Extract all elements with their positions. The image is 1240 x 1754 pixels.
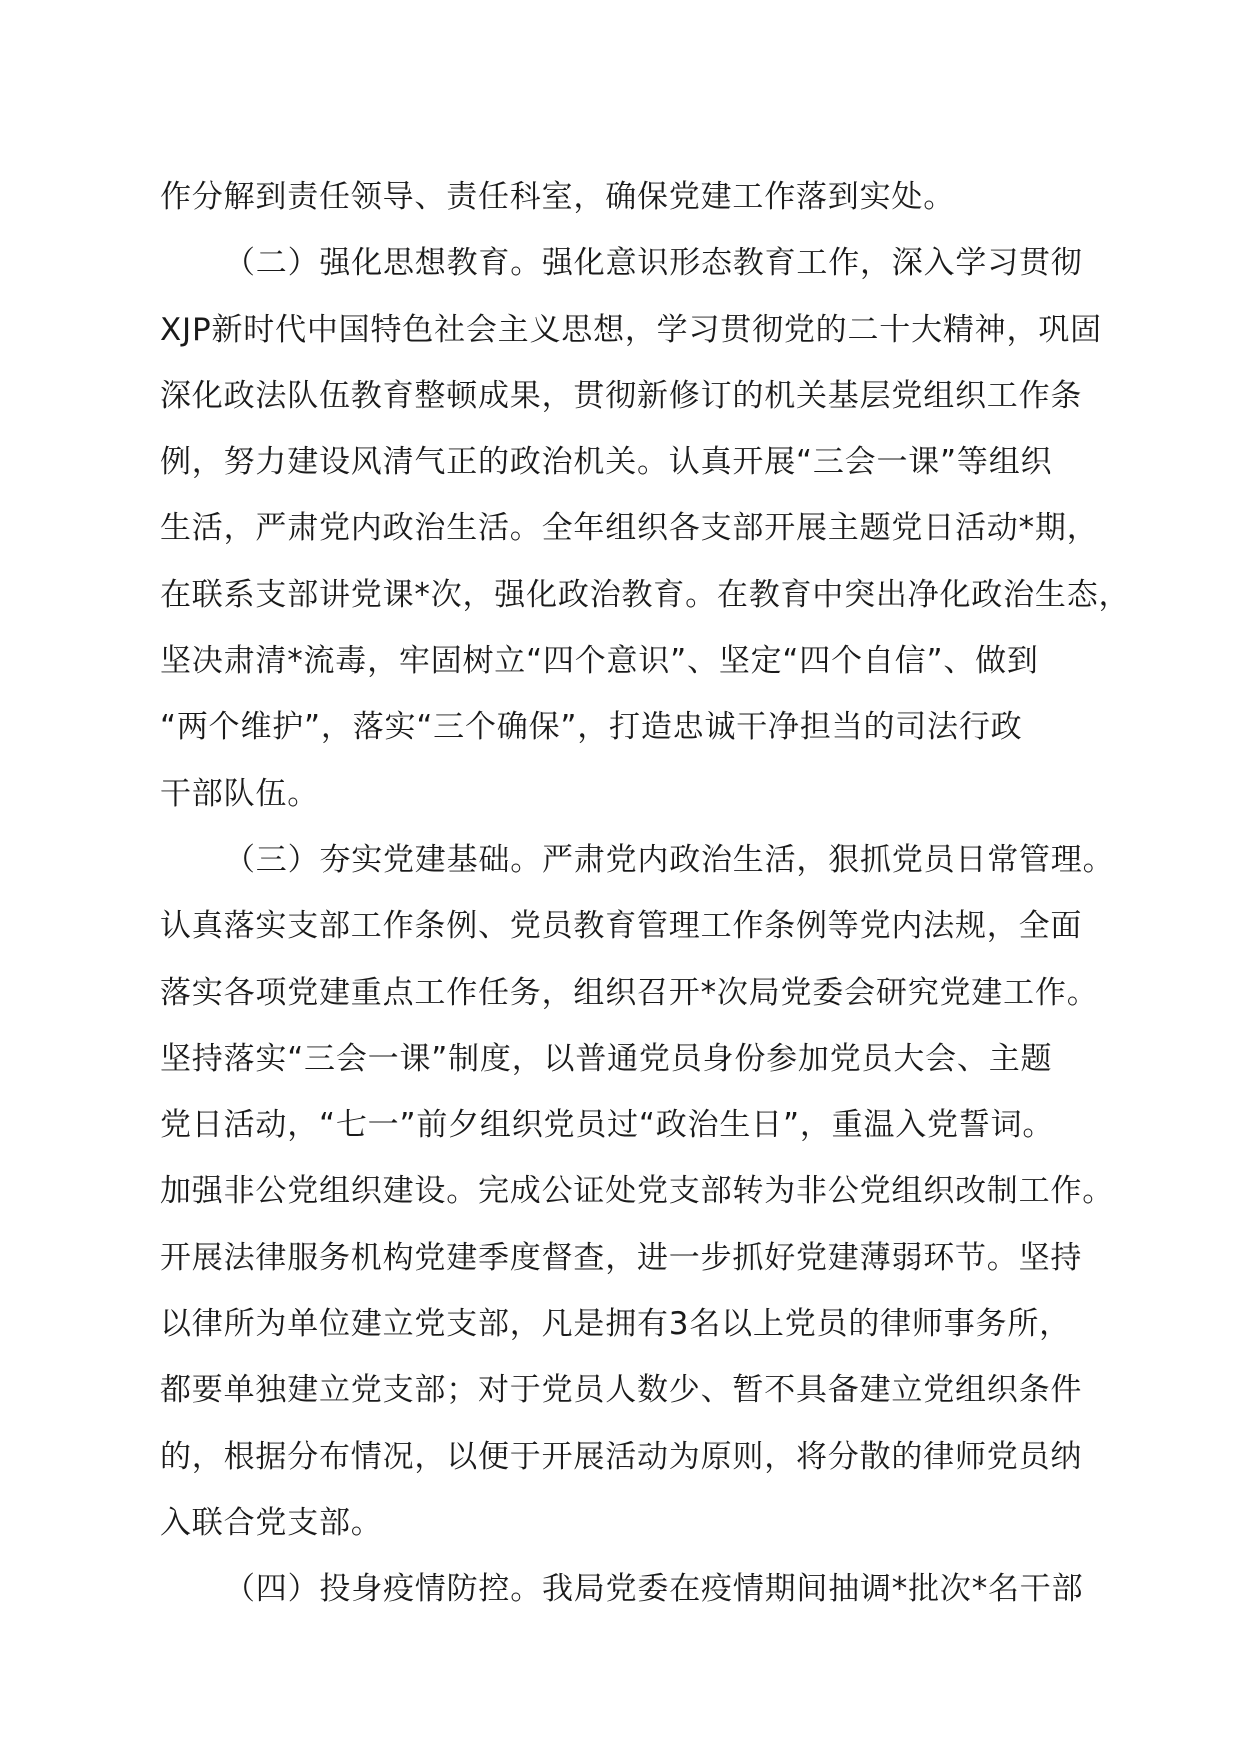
- text-line: 加强非公党组织建设。完成公证处党支部转为非公党组织改制工作。: [160, 1173, 1114, 1210]
- text-line: 开展法律服务机构党建季度督查，进一步抓好党建薄弱环节。坚持: [160, 1239, 1083, 1276]
- text-line: 都要单独建立党支部；对于党员人数少、暂不具备建立党组织条件: [160, 1372, 1083, 1409]
- text-line: 的，根据分布情况，以便于开展活动为原则，将分散的律师党员纳: [160, 1438, 1083, 1475]
- document-body: [160, 164, 1131, 1623]
- section-heading-line: （二）强化思想教育。强化意识形态教育工作，深入学习贯彻: [224, 245, 1083, 282]
- text-line: 坚决肃清*流毒，牢固树立“四个意识”、坚定“四个自信”、做到: [160, 643, 1039, 680]
- text-line: 党日活动，“七一”前夕组织党员过“政治生日”，重温入党誓词。: [160, 1107, 1055, 1144]
- text-line: 入联合党支部。: [160, 1504, 383, 1541]
- text-line: 坚持落实“三会一课”制度，以普通党员身份参加党员大会、主题: [160, 1040, 1053, 1077]
- text-line: XJP新时代中国特色社会主义思想，学习贯彻党的二十大精神，巩固: [160, 311, 1102, 348]
- text-line: 认真落实支部工作条例、党员教育管理工作条例等党内法规，全面: [160, 908, 1083, 945]
- section-heading-line: （三）夯实党建基础。严肃党内政治生活，狠抓党员日常管理。: [224, 841, 1115, 878]
- text-line: 深化政法队伍教育整顿成果，贯彻新修订的机关基层党组织工作条: [160, 377, 1083, 414]
- text-line: 例，努力建设风清气正的政治机关。认真开展“三会一课”等组织: [160, 444, 1053, 481]
- text-line: 以律所为单位建立党支部，凡是拥有3名以上党员的律师事务所，: [160, 1306, 1071, 1343]
- text-line: 落实各项党建重点工作任务，组织召开*次局党委会研究党建工作。: [160, 974, 1099, 1011]
- text-line: “两个维护”，落实“三个确保”，打造忠诚干净担当的司法行政: [160, 709, 1023, 746]
- text-line: 生活，严肃党内政治生活。全年组织各支部开展主题党日活动*期，: [160, 510, 1099, 547]
- section-heading-line: （四）投身疫情防控。我局党委在疫情期间抽调*批次*名干部: [224, 1571, 1084, 1608]
- text-line: 作分解到责任领导、责任科室，确保党建工作落到实处。: [160, 179, 955, 215]
- text-line: 在联系支部讲党课*次，强化政治教育。在教育中突出净化政治生态，: [160, 576, 1131, 613]
- text-line: 干部队伍。: [160, 775, 319, 812]
